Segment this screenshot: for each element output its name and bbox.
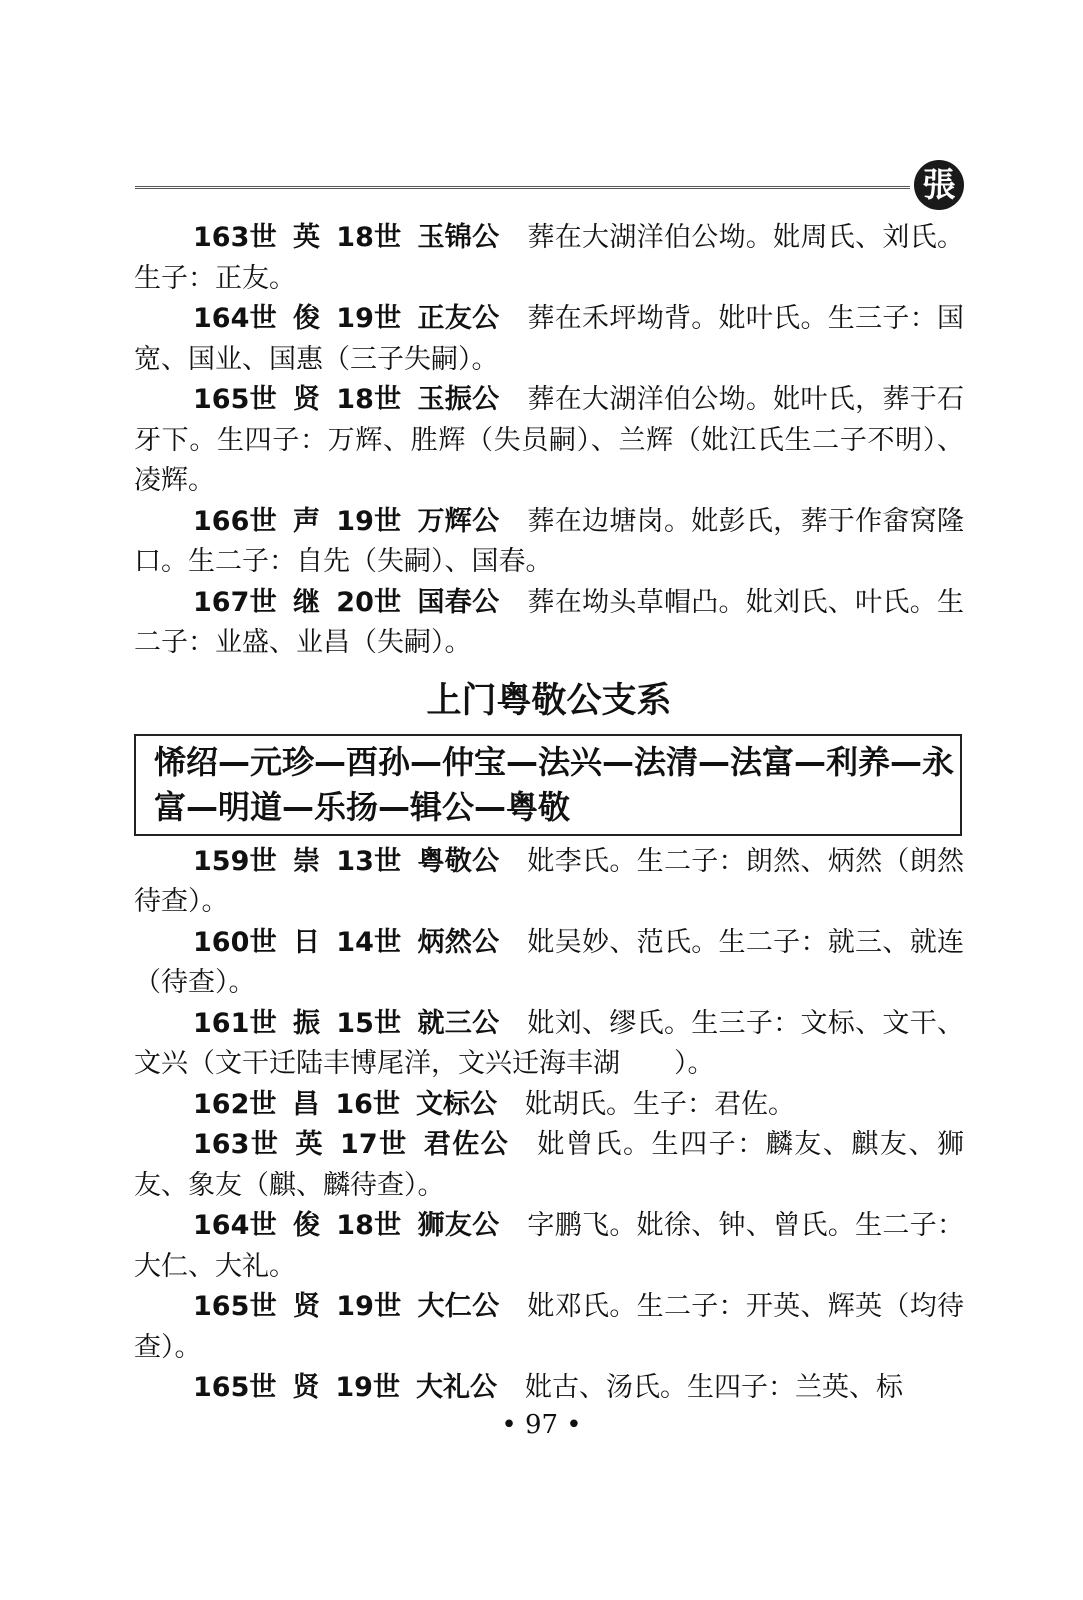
genealogy-entry — [134, 1206, 964, 1287]
entry-text: 葬在边塘岗。妣彭氏，葬于作畲窝隆口。生二子：自先（失嗣）、国春。 — [134, 505, 965, 577]
generation-character: 英 — [292, 222, 321, 253]
ancestor-name: 文标公 — [415, 1088, 497, 1120]
branch-generation: 17世 — [340, 1129, 408, 1160]
branch-generation: 18世 — [336, 384, 402, 415]
genealogy-entry — [134, 583, 964, 664]
entry-text: 葬在坳头草帽凸。妣刘氏、叶氏。生二子：业盛、业昌（失嗣）。 — [134, 586, 965, 658]
ancestor-name: 炳然公 — [417, 926, 500, 958]
genealogy-entry — [134, 1085, 964, 1126]
branch-generation: 18世 — [336, 1210, 402, 1241]
entry-text: 妣李氏。生二子：朗然、炳然（朗然待查）。 — [134, 845, 965, 917]
generation-character: 俊 — [292, 303, 321, 334]
branch-generation: 15世 — [336, 1007, 402, 1039]
branch-generation: 16世 — [335, 1088, 400, 1120]
entry-text: 葬在禾坪坳背。妣叶氏。生三子：国宽、国业、国惠（三子失嗣）。 — [134, 303, 965, 375]
ancestor-name: 国春公 — [417, 586, 500, 618]
generation-number: 165世 — [193, 1291, 277, 1322]
generation-character: 日 — [292, 926, 321, 958]
generation-number: 159世 — [193, 845, 277, 877]
generation-number: 160世 — [193, 926, 277, 958]
genealogy-entry — [134, 380, 964, 502]
branch-generation: 20世 — [336, 586, 402, 618]
lineage-box: 悕绍—元珍—酉孙—仲宝—法兴—法清—法富—利养—永富—明道—乐扬—辑公—粤敬 — [134, 734, 962, 836]
generation-character: 贤 — [292, 1291, 321, 1322]
generation-number: 163世 — [193, 1129, 280, 1160]
generation-character: 振 — [292, 1007, 321, 1039]
generation-character: 英 — [295, 1129, 325, 1160]
entry-text: 葬在大湖洋伯公坳。妣叶氏，葬于石牙下。生四子：万辉、胜辉（失员嗣）、兰辉（妣江氏生二子不明）、凌辉。 — [134, 384, 965, 496]
branch-generation: 19世 — [335, 1372, 400, 1403]
generation-character: 昌 — [292, 1088, 320, 1120]
branch-generation: 19世 — [336, 1291, 402, 1322]
entry-text: 妣邓氏。生二子：开英、辉英（均待查）。 — [134, 1291, 965, 1363]
genealogy-entry — [134, 842, 964, 923]
branch-generation: 18世 — [336, 222, 402, 253]
branch-generation: 19世 — [336, 505, 402, 537]
entries-group-b — [134, 842, 964, 1409]
generation-number: 164世 — [193, 1210, 277, 1241]
ancestor-name: 粤敬公 — [417, 845, 500, 877]
ancestor-name: 君佐公 — [423, 1129, 510, 1160]
generation-character: 声 — [292, 505, 321, 537]
generation-number: 163世 — [193, 222, 277, 253]
generation-character: 贤 — [292, 1372, 320, 1403]
header-rule — [135, 186, 910, 189]
entries-group-a — [134, 218, 964, 664]
generation-character: 贤 — [292, 384, 321, 415]
ancestor-name: 大仁公 — [417, 1291, 500, 1322]
genealogy-entry — [134, 1125, 964, 1206]
generation-character: 俊 — [292, 1210, 321, 1241]
ancestor-name: 就三公 — [417, 1007, 500, 1039]
generation-number: 164世 — [193, 303, 277, 334]
entry-text: 妣古、汤氏。生四子：兰英、标 — [524, 1372, 903, 1403]
generation-number: 165世 — [193, 1372, 277, 1403]
ancestor-name: 狮友公 — [417, 1210, 500, 1241]
ancestor-name: 万辉公 — [417, 505, 500, 537]
ancestor-name: 大礼公 — [415, 1372, 497, 1403]
branch-generation: 13世 — [336, 845, 402, 877]
genealogy-entry — [134, 218, 964, 299]
generation-character: 继 — [292, 586, 321, 618]
ancestor-name: 玉锦公 — [417, 222, 500, 253]
page-number: • 97 • — [501, 1410, 582, 1440]
genealogy-entry — [134, 923, 964, 1004]
generation-number: 161世 — [193, 1007, 277, 1039]
entry-text: 字鹏飞。妣徐、钟、曾氏。生二子：大仁、大礼。 — [134, 1210, 965, 1282]
genealogy-entry — [134, 1004, 964, 1085]
genealogy-entry — [134, 299, 964, 380]
entry-text: 妣刘、缪氏。生三子：文标、文干、文兴（文干迁陆丰博尾洋，文兴迁海丰湖 ）。 — [134, 1007, 965, 1079]
genealogy-entry — [134, 502, 964, 583]
entry-text: 妣曾氏。生四子：麟友、麒友、狮友、象友（麒、麟待查）。 — [134, 1129, 965, 1201]
ancestor-name: 玉振公 — [417, 384, 500, 415]
generation-number: 166世 — [193, 505, 277, 537]
section-title: 上门粤敬公支系 — [426, 680, 672, 721]
genealogy-entry — [134, 1287, 964, 1368]
branch-generation: 14世 — [336, 926, 402, 958]
entry-text: 葬在大湖洋伯公坳。妣周氏、刘氏。生子：正友。 — [134, 222, 965, 294]
zhang-seal-emblem: 張 — [914, 160, 964, 210]
ancestor-name: 正友公 — [417, 303, 500, 334]
generation-number: 165世 — [193, 384, 277, 415]
page-content — [134, 218, 964, 1409]
generation-number: 162世 — [193, 1088, 277, 1120]
entry-text: 妣吴妙、范氏。生二子：就三、就连（待查）。 — [134, 926, 965, 998]
branch-generation: 19世 — [336, 303, 402, 334]
genealogy-entry — [134, 1368, 964, 1409]
entry-text: 妣胡氏。生子：君佐。 — [524, 1088, 795, 1120]
generation-number: 167世 — [193, 586, 277, 618]
generation-character: 崇 — [292, 845, 321, 877]
